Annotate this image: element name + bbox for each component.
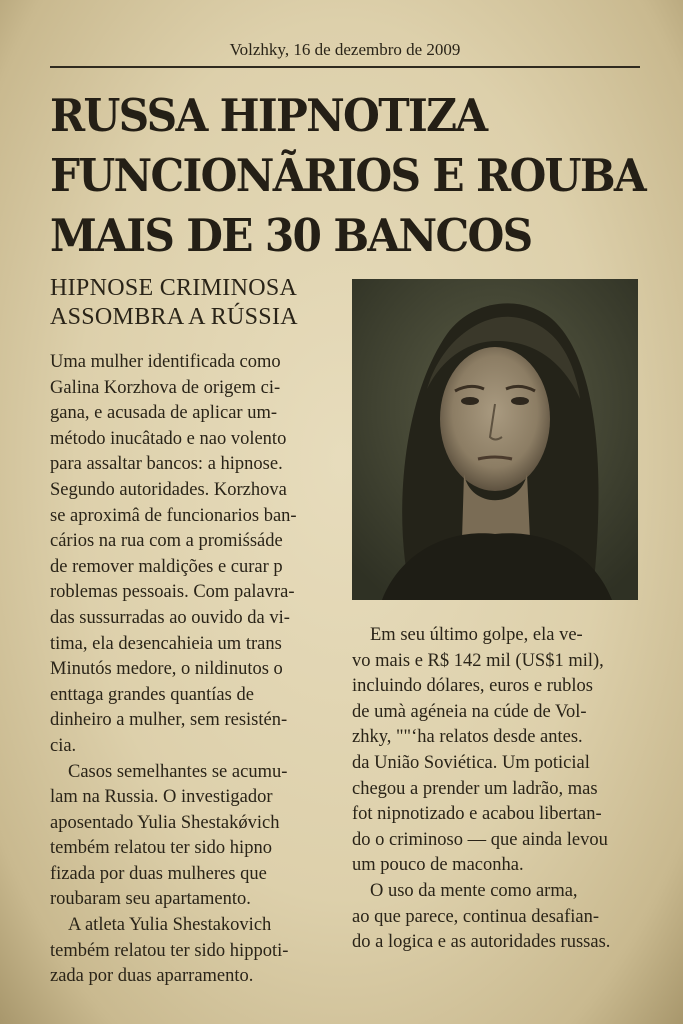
text-line: fot nipnotizado e acabou libertan-	[352, 804, 602, 825]
text-line: tembém relatou ter sido hipno	[50, 838, 272, 859]
text-line: do o criminoso — que ainda levou	[352, 829, 608, 850]
text-line: zhky, ""ʻha relatos desde antes.	[352, 727, 583, 748]
text-line: um pouco de maconha.	[352, 855, 524, 876]
text-line: das sussurradas ao ouvido da vi-	[50, 607, 290, 628]
subheadline-line: HIPNOSE CRIMINOSA	[50, 275, 298, 301]
text-line: lam na Russia. O investigador	[50, 787, 273, 808]
headline-line: RUSSA HIPNOTIZA	[50, 89, 487, 142]
text-line: ao que parece, continua desafian-	[352, 906, 600, 927]
dateline: Volzhky, 16 de dezembro de 2009	[229, 40, 461, 59]
text-line: Uma mulher identificada como	[50, 352, 281, 372]
paragraph	[352, 623, 672, 879]
paragraph	[50, 760, 346, 914]
text-line: chegou a prender um ladrão, mas	[352, 778, 598, 799]
headline	[50, 86, 646, 266]
text-line: dinheiro a mulher, sem resistén-	[50, 710, 288, 731]
headline-line: FUNCIONÃRIOS E ROUBA	[50, 149, 646, 202]
text-line: da União Soviética. Um poticial	[352, 752, 590, 773]
text-line: de umà agéneia na cúde de Vol-	[352, 701, 587, 722]
text-line: do a logica e as autoridades russas.	[352, 932, 611, 953]
paragraph	[50, 913, 346, 990]
text-line: A atleta Yulia Shestakovich	[68, 915, 272, 936]
text-line: tembém relatou ter sido hippoti-	[50, 940, 289, 961]
text-line: Casos semelhantes se acumu-	[68, 761, 288, 782]
text-line: Segundo autoridades. Korzhova	[50, 479, 287, 500]
text-line: Minutós medore, o nildinutos o	[50, 659, 283, 680]
text-line: aposentado Yulia Shestakǿvich	[50, 812, 280, 833]
text-line: Em seu último golpe, ela ve-	[370, 625, 583, 645]
text-line: cia.	[50, 735, 77, 756]
text-line: gana, e acusada de aplicar um-	[50, 403, 278, 424]
text-line: vo mais e R$ 142 mil (US$1 mil),	[352, 650, 604, 671]
text-line: fizada por duas mulheres que	[50, 863, 267, 884]
article-left-column	[50, 350, 346, 990]
text-line: tima, ela deзencahieia um trans	[50, 633, 282, 654]
text-line: enttaga grandes quantías de	[50, 684, 254, 705]
text-line: Galina Korzhova de origem ci-	[50, 377, 281, 398]
text-line: se aproximâ de funcionarios ban-	[50, 505, 297, 526]
header-rule	[50, 66, 640, 68]
text-line: para assaltar bancos: a hipnose.	[50, 454, 283, 475]
text-line: cários na rua com a promiśsáde	[50, 531, 283, 552]
text-line: O uso da mente como arma,	[370, 880, 578, 901]
portrait-photo	[352, 279, 638, 600]
text-line: incluindo dólares, euros e rublos	[352, 676, 593, 697]
headline-line: MAIS DE 30 BANCOS	[50, 209, 532, 262]
text-line: roubaram seu apartamento.	[50, 889, 251, 910]
paragraph	[352, 879, 672, 956]
text-line: de remover maldições e curar p	[50, 556, 283, 577]
text-line: zada por duas aparramento.	[50, 966, 254, 987]
article-right-column	[352, 623, 672, 956]
text-line: roblemas pessoais. Com palavra-	[50, 582, 295, 603]
paragraph	[50, 350, 346, 760]
text-line: método inucâtado e nao volento	[50, 428, 287, 449]
subheadline-line: ASSOMBRA A RÚSSIA	[50, 304, 298, 330]
woman-portrait-image	[352, 279, 638, 600]
subheadline	[50, 274, 350, 332]
